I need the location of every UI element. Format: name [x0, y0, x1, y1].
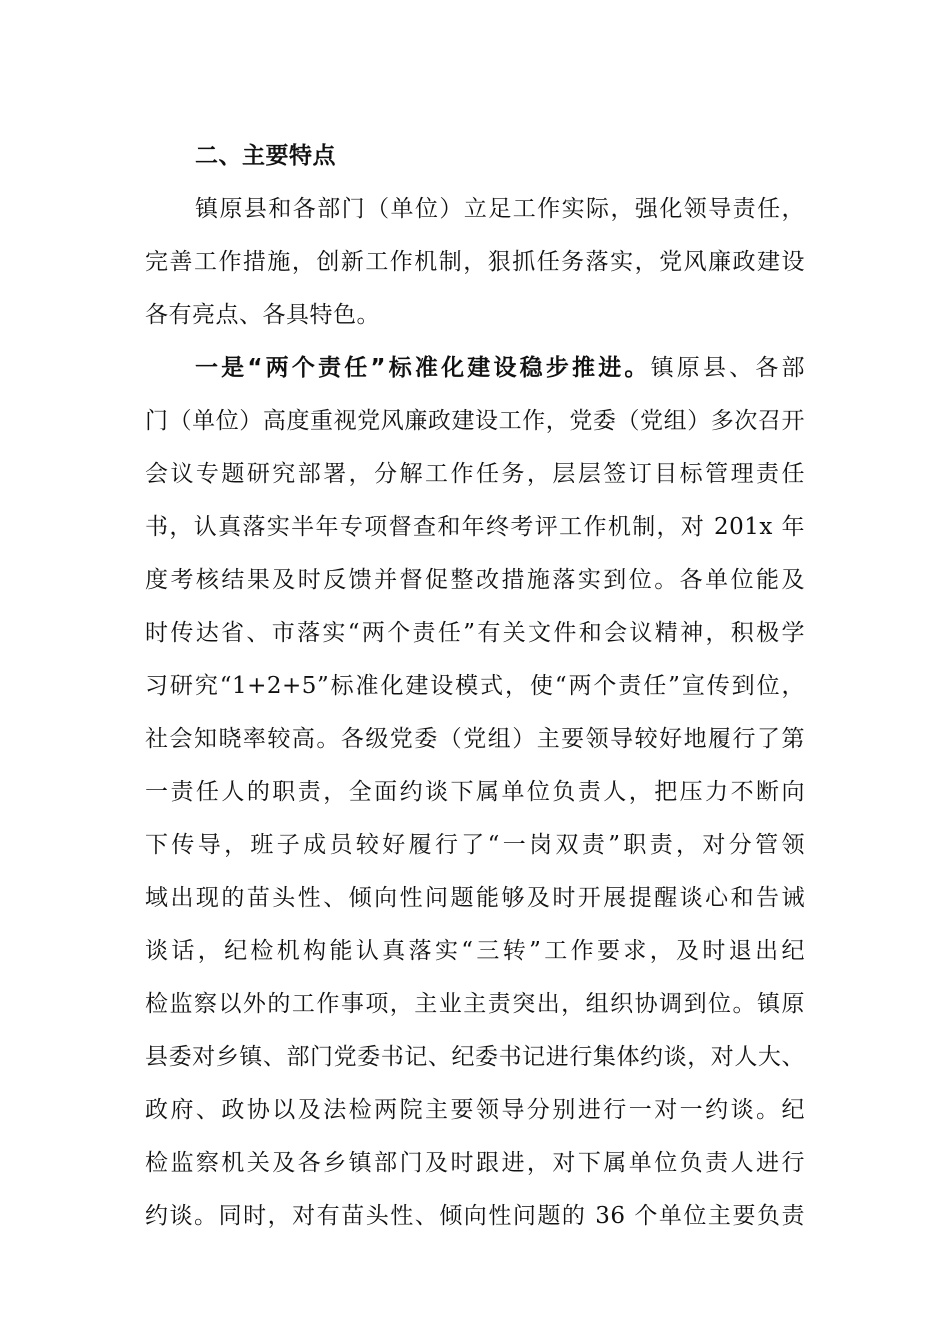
- paragraph-line: 时传达省、市落实“两个责任”有关文件和会议精神，积极学: [145, 620, 805, 646]
- paragraph-line: 域出现的苗头性、倾向性问题能够及时开展提醒谈心和告诫: [145, 885, 805, 911]
- paragraph-line: 书，认真落实半年专项督查和年终考评工作机制，对 201x 年: [145, 514, 805, 540]
- paragraph-line: 约谈。同时，对有苗头性、倾向性问题的 36 个单位主要负责: [145, 1203, 805, 1229]
- document-body: [145, 130, 805, 1243]
- paragraph-line: 完善工作措施，创新工作机制，狠抓任务落实，党风廉政建设: [145, 249, 805, 275]
- paragraph-line: 社会知晓率较高。各级党委（党组）主要领导较好地履行了第: [145, 726, 805, 752]
- paragraph-line: 会议专题研究部署，分解工作任务，层层签订目标管理责任: [145, 461, 805, 487]
- paragraph-line: 门（单位）高度重视党风廉政建设工作，党委（党组）多次召开: [145, 408, 805, 434]
- paragraph-line: 一责任人的职责，全面约谈下属单位负责人，把压力不断向: [145, 779, 805, 805]
- paragraph-line: 检监察机关及各乡镇部门及时跟进，对下属单位负责人进行: [145, 1150, 805, 1176]
- paragraph-line: 度考核结果及时反馈并督促整改措施落实到位。各单位能及: [145, 567, 805, 593]
- paragraph-line: 谈话，纪检机构能认真落实“三转”工作要求，及时退出纪: [145, 938, 805, 964]
- paragraph-line: 各有亮点、各具特色。: [145, 302, 380, 328]
- paragraph-line: 县委对乡镇、部门党委书记、纪委书记进行集体约谈，对人大、: [145, 1044, 805, 1070]
- paragraph-line: 镇原县和各部门（单位）立足工作实际，强化领导责任，: [195, 196, 805, 222]
- paragraph-line: 检监察以外的工作事项，主业主责突出，组织协调到位。镇原: [145, 991, 805, 1017]
- paragraph-lead-bold: 一是“两个责任”标准化建设稳步推进。: [195, 355, 651, 381]
- paragraph-line: 政府、政协以及法检两院主要领导分别进行一对一约谈。纪: [145, 1097, 805, 1123]
- section-heading: 二、主要特点: [195, 143, 336, 169]
- paragraph-line: 习研究“1+2+5”标准化建设模式，使“两个责任”宣传到位，: [145, 673, 805, 699]
- paragraph-lead-rest: 镇原县、各部: [650, 355, 806, 381]
- paragraph-line: 下传导，班子成员较好履行了“一岗双责”职责，对分管领: [145, 832, 805, 858]
- paragraph-line: [145, 342, 805, 395]
